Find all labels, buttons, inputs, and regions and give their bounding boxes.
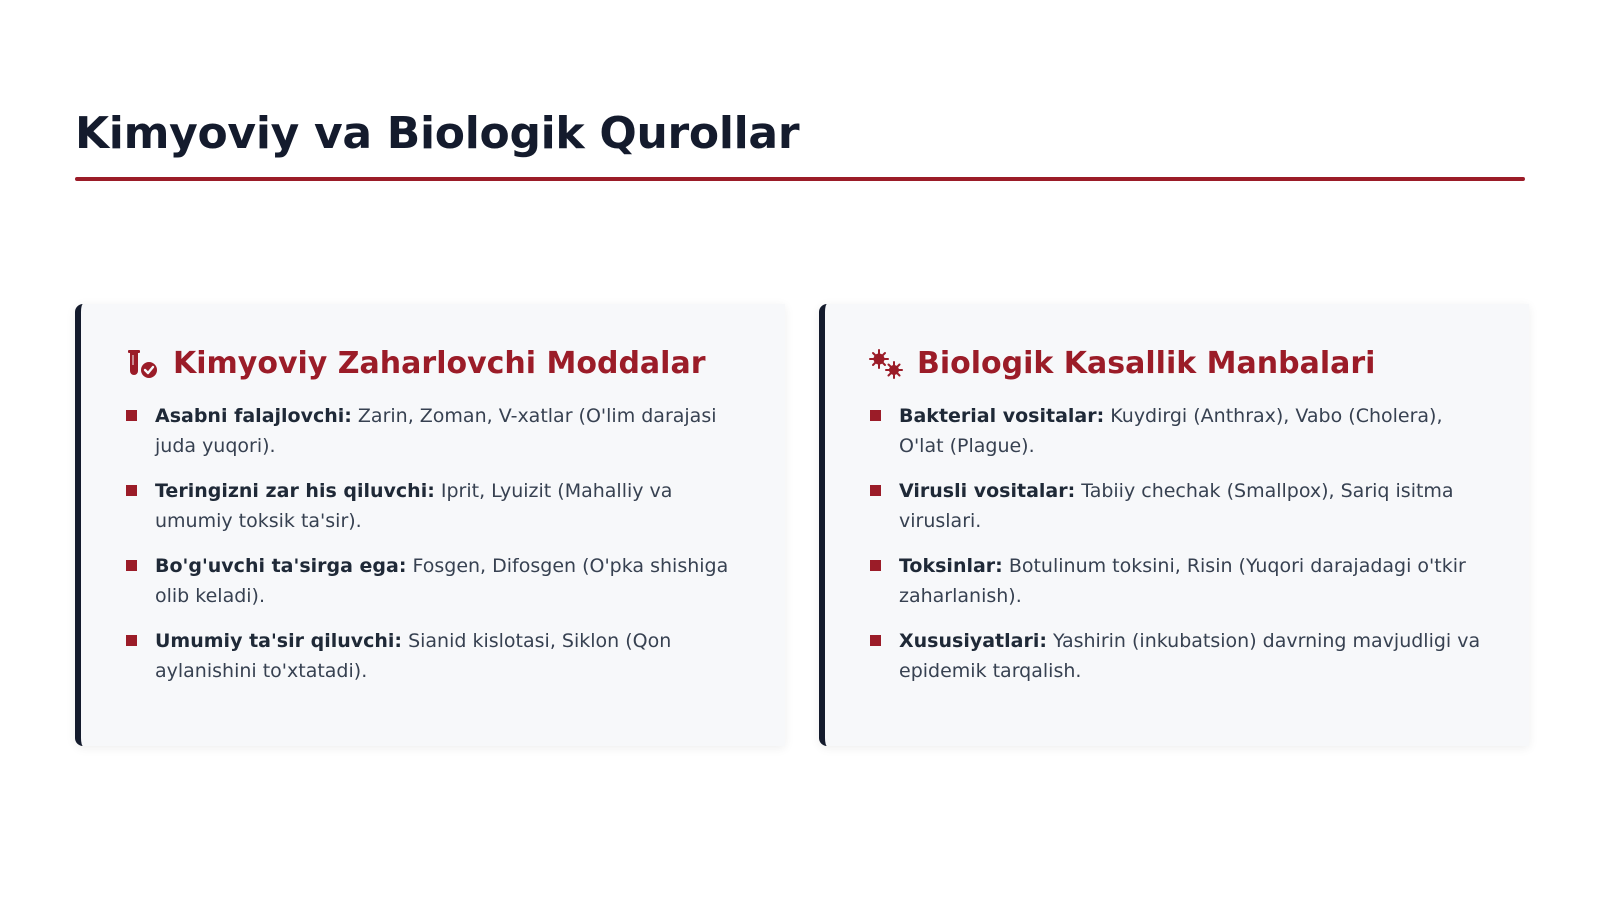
list-item — [125, 551, 745, 611]
chemical-list — [125, 401, 745, 686]
bullet-icon — [126, 635, 137, 646]
item-text: Sianid kislotasi, Siklon (Qon aylanishini to'xtatadi). — [155, 630, 672, 682]
flask-vial-icon — [125, 347, 159, 381]
list-item — [869, 476, 1489, 536]
bullet-icon — [126, 485, 137, 496]
chemical-card-header — [125, 346, 745, 381]
virus-icon — [869, 347, 903, 381]
page-title: Kimyoviy va Biologik Qurollar — [75, 108, 800, 159]
list-item — [869, 401, 1489, 461]
bullet-icon — [870, 635, 881, 646]
chemical-card-title: Kimyoviy Zaharlovchi Moddalar — [173, 346, 706, 381]
bullet-icon — [126, 560, 137, 571]
item-label: Toksinlar: — [899, 555, 1003, 577]
biological-list — [869, 401, 1489, 686]
item-text: Tabiiy chechak (Smallpox), Sariq isitma viruslari. — [899, 480, 1454, 532]
list-item — [869, 626, 1489, 686]
item-label: Teringizni zar his qiluvchi: — [155, 480, 435, 502]
biological-card-header — [869, 346, 1489, 381]
item-text: Iprit, Lyuizit (Mahalliy va umumiy toksik ta'sir). — [155, 480, 673, 532]
item-label: Xususiyatlari: — [899, 630, 1047, 652]
item-label: Bo'g'uvchi ta'sirga ega: — [155, 555, 407, 577]
item-label: Bakterial vositalar: — [899, 405, 1105, 427]
bullet-icon — [870, 410, 881, 421]
item-text: Kuydirgi (Anthrax), Vabo (Cholera), O'lat (Plague). — [899, 405, 1443, 457]
item-text: Yashirin (inkubatsion) davrning mavjudligi va epidemik tarqalish. — [899, 630, 1481, 682]
list-item — [869, 551, 1489, 611]
bullet-icon — [870, 560, 881, 571]
biological-card-title: Biologik Kasallik Manbalari — [917, 346, 1376, 381]
list-item — [125, 476, 745, 536]
list-item — [125, 626, 745, 686]
item-label: Virusli vositalar: — [899, 480, 1076, 502]
bullet-icon — [870, 485, 881, 496]
item-label: Asabni falajlovchi: — [155, 405, 352, 427]
title-divider — [75, 177, 1525, 181]
bullet-icon — [126, 410, 137, 421]
item-label: Umumiy ta'sir qiluvchi: — [155, 630, 403, 652]
item-text: Fosgen, Difosgen (O'pka shishiga olib keladi). — [155, 555, 729, 607]
item-text: Botulinum toksini, Risin (Yuqori darajadagi o'tkir zaharlanish). — [899, 555, 1466, 607]
item-text: Zarin, Zoman, V-xatlar (O'lim darajasi juda yuqori). — [155, 405, 717, 457]
list-item — [125, 401, 745, 461]
biological-agents-card — [819, 304, 1529, 746]
chemical-agents-card — [75, 304, 785, 746]
